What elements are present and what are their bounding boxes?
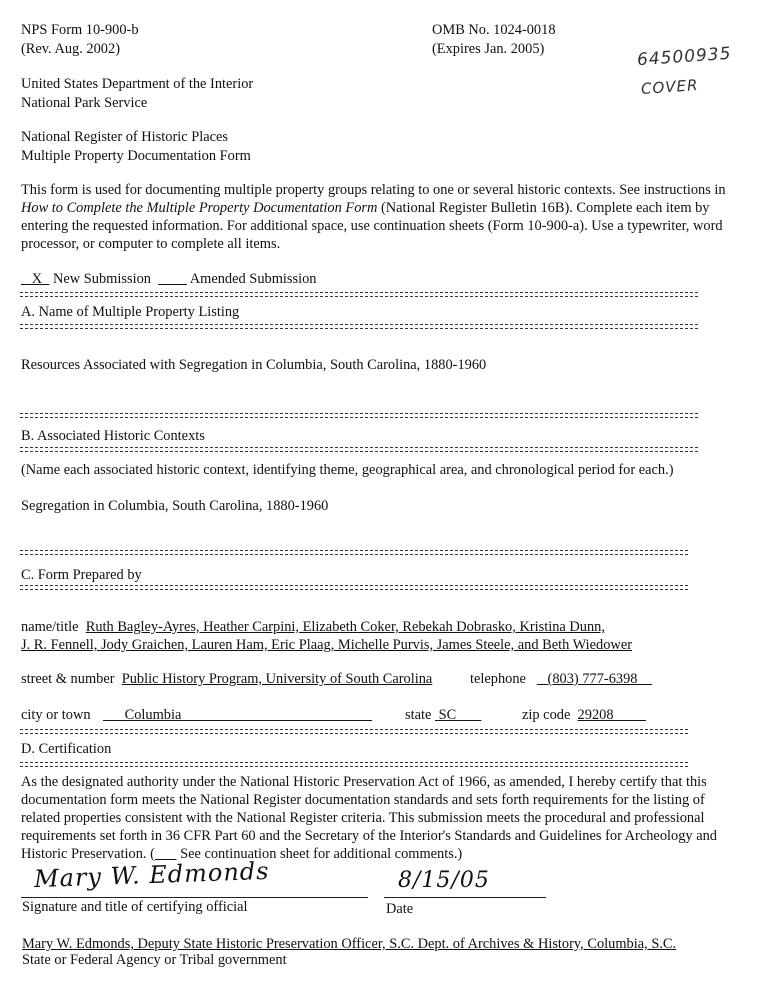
city-label: city or town	[21, 707, 91, 723]
name-title-label: name/title	[21, 619, 79, 635]
section-divider	[20, 447, 698, 452]
form-instructions: This form is used for documenting multiple property groups relating to one or several historic contexts. See instructions in How to Complete the Multiple Property Documentation Form (National Register Bulletin 16B). Complete each item by entering the requested information. For additional space, use continuation sheets (Form 10-900-a). Use a typewriter, word processor, or computer to complete all items.	[21, 182, 726, 252]
street-label: street & number	[21, 671, 115, 687]
section-divider	[20, 762, 688, 767]
section-divider	[20, 550, 688, 555]
section-c-heading: C. Form Prepared by	[21, 567, 142, 583]
telephone-row	[470, 670, 652, 688]
zip-field[interactable]: 29208	[577, 707, 614, 723]
date-label: Date	[386, 901, 414, 917]
form-title: Multiple Property Documentation Form	[21, 148, 251, 164]
omb-expires: (Expires Jan. 2005)	[432, 41, 545, 57]
telephone-field[interactable]: (803) 777-6398	[547, 671, 638, 687]
certifying-official-field[interactable]: Mary W. Edmonds, Deputy State Historic Preservation Officer, S.C. Dept. of Archives & History, Columbia, S.C.	[22, 936, 677, 952]
section-divider	[20, 585, 688, 590]
name-title-row	[21, 618, 605, 636]
instructions-italic-title: How to Complete the Multiple Property Documentation Form	[21, 200, 378, 216]
section-divider	[20, 413, 698, 418]
name-title-field-continued[interactable]: J. R. Fennell, Jody Graichen, Lauren Ham, Eric Plaag, Michelle Purvis, James Steele, and Beth Wiedower	[21, 637, 633, 653]
section-b-instruction: (Name each associated historic context, identifying theme, geographical area, and chronological period for each.)	[21, 462, 674, 478]
multiple-property-name: Resources Associated with Segregation in Columbia, South Carolina, 1880-1960	[21, 357, 487, 373]
handwritten-date: 8/15/05	[398, 868, 490, 893]
service-name: National Park Service	[21, 95, 148, 111]
signature-label: Signature and title of certifying official	[22, 899, 248, 915]
city-field[interactable]: Columbia	[124, 707, 182, 723]
state-field[interactable]: SC	[438, 707, 457, 723]
section-divider	[20, 729, 688, 734]
submission-type	[21, 270, 317, 288]
amended-submission-mark[interactable]	[158, 271, 187, 287]
handwritten-cover-note: COVER	[640, 76, 700, 98]
historic-context-value: Segregation in Columbia, South Carolina, 1880-1960	[21, 498, 329, 514]
street-row	[21, 670, 432, 688]
name-title-field-line2	[21, 636, 632, 654]
section-divider	[20, 324, 698, 329]
telephone-label: telephone	[470, 671, 526, 687]
department-name: United States Department of the Interior	[21, 76, 254, 92]
name-title-field[interactable]: Ruth Bagley-Ayres, Heather Carpini, Elizabeth Coker, Rebekah Dobrasko, Kristina Dunn,	[85, 619, 605, 635]
state-label: state	[405, 707, 432, 723]
street-field[interactable]: Public History Program, University of South Carolina	[121, 671, 433, 687]
agency-label: State or Federal Agency or Tribal government	[22, 952, 287, 968]
section-b-heading: B. Associated Historic Contexts	[21, 428, 205, 444]
date-line	[384, 897, 546, 898]
zip-row	[522, 706, 646, 724]
register-name: National Register of Historic Places	[21, 129, 229, 145]
form-number: NPS Form 10-900-b	[21, 22, 139, 38]
new-submission-label: New Submission	[53, 271, 151, 287]
new-submission-mark[interactable]: X	[31, 271, 43, 287]
state-row	[405, 706, 481, 724]
section-divider	[20, 292, 698, 297]
form-revision: (Rev. Aug. 2002)	[21, 41, 120, 57]
amended-submission-label: Amended Submission	[189, 271, 317, 287]
zip-label: zip code	[522, 707, 571, 723]
omb-number: OMB No. 1024-0018	[432, 22, 556, 38]
handwritten-signature: Mary W. Edmonds	[33, 856, 270, 894]
certification-text: As the designated authority under the National Historic Preservation Act of 1966, as amended, I hereby certify that this documentation form meets the National Register documentation standards and sets forth requirements for the listing of related properties consistent with the National Register criteria. This submission meets the procedural and professional requirements set forth in 36 CFR Part 60 and the Secretary of the Interior's Standards and Guidelines for Archeology and Historic Preservation. ( See continuation sheet for additional comments.)	[21, 774, 717, 862]
section-d-heading: D. Certification	[21, 741, 112, 757]
section-a-heading: A. Name of Multiple Property Listing	[21, 304, 240, 320]
handwritten-ref-number: 64500935	[636, 43, 733, 71]
